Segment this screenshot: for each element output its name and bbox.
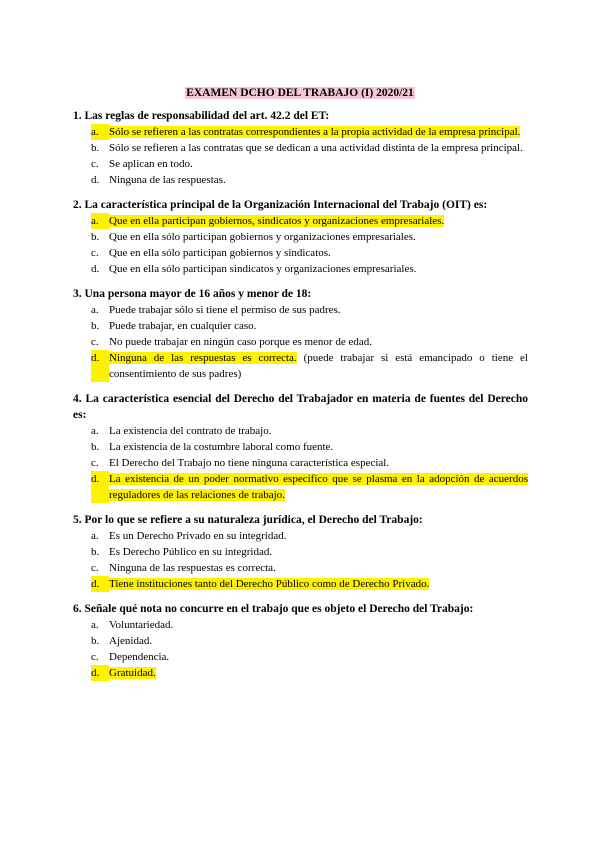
question-text: 3. Una persona mayor de 16 años y menor de 18: <box>73 288 312 300</box>
option-text: Sólo se refieren a las contratas que se dedican a una actividad distinta de la empresa principal. <box>109 142 523 154</box>
option-letter: b. <box>91 231 100 243</box>
question-3 <box>73 286 528 382</box>
option-letter: d. <box>91 576 109 592</box>
option-text: Sólo se refieren a las contratas correspondientes a la propia actividad de la empresa principal. <box>109 126 521 138</box>
option-list <box>73 124 528 188</box>
option-letter: c. <box>91 457 99 469</box>
option-d <box>73 350 528 382</box>
option-b <box>73 229 528 245</box>
option-note: (puede trabajar si está emancipado o tiene el consentimiento de sus padres) <box>109 352 528 380</box>
option-d <box>73 665 528 681</box>
option-letter: b. <box>91 142 100 154</box>
option-text: Gratuidad. <box>109 667 156 679</box>
option-letter: d. <box>91 665 109 681</box>
option-letter: c. <box>91 651 99 663</box>
option-letter: d. <box>91 350 109 382</box>
option-text: La existencia de la costumbre laboral como fuente. <box>109 441 334 453</box>
option-list <box>73 423 528 503</box>
option-a <box>73 528 528 544</box>
option-letter: b. <box>91 441 100 453</box>
option-text: Puede trabajar, en cualquier caso. <box>109 320 257 332</box>
option-text: Que en ella sólo participan sindicatos y organizaciones empresariales. <box>109 263 417 275</box>
option-a <box>73 302 528 318</box>
option-d <box>73 576 528 592</box>
option-text: Ninguna de las respuestas. <box>109 174 226 186</box>
option-letter: a. <box>91 213 109 229</box>
option-text: Que en ella participan gobiernos, sindicatos y organizaciones empresariales. <box>109 215 445 227</box>
option-text: Tiene instituciones tanto del Derecho Público como de Derecho Privado. <box>109 578 430 590</box>
option-b <box>73 633 528 649</box>
option-text: Es Derecho Público en su integridad. <box>109 546 273 558</box>
option-list <box>73 528 528 592</box>
option-letter: c. <box>91 336 99 348</box>
option-letter: a. <box>91 425 99 437</box>
option-letter: b. <box>91 546 100 558</box>
option-letter: a. <box>91 619 99 631</box>
option-text: El Derecho del Trabajo no tiene ninguna característica especial. <box>109 457 390 469</box>
question-text: 1. Las reglas de responsabilidad del art. 42.2 del ET: <box>73 110 330 122</box>
question-list <box>73 108 528 690</box>
option-text: No puede trabajar en ningún caso porque es menor de edad. <box>109 336 372 348</box>
option-letter: c. <box>91 562 99 574</box>
option-text: Que en ella sólo participan gobiernos y organizaciones empresariales. <box>109 231 416 243</box>
question-text: 4. La característica esencial del Derecho del Trabajador en materia de fuentes del Derecho es: <box>73 393 528 421</box>
option-a <box>73 617 528 633</box>
question-text: 5. Por lo que se refiere a su naturaleza jurídica, el Derecho del Trabajo: <box>73 514 423 526</box>
option-d <box>73 471 528 503</box>
option-text: Se aplican en todo. <box>109 158 193 170</box>
question-6 <box>73 601 528 681</box>
option-text: Que en ella sólo participan gobiernos y sindicatos. <box>109 247 331 259</box>
option-letter: a. <box>91 530 99 542</box>
option-text: Dependencia. <box>109 651 170 663</box>
option-letter: d. <box>91 263 100 275</box>
option-a <box>73 124 528 140</box>
option-text: Ajenidad. <box>109 635 153 647</box>
option-c <box>73 334 528 350</box>
question-1 <box>73 108 528 188</box>
option-text: Es un Derecho Privado en su integridad. <box>109 530 287 542</box>
option-letter: b. <box>91 635 100 647</box>
option-text: La existencia del contrato de trabajo. <box>109 425 272 437</box>
option-c <box>73 560 528 576</box>
option-c <box>73 649 528 665</box>
option-b <box>73 140 528 156</box>
option-a <box>73 213 528 229</box>
option-c <box>73 245 528 261</box>
option-letter: b. <box>91 320 100 332</box>
option-a <box>73 423 528 439</box>
option-b <box>73 318 528 334</box>
option-text: La existencia de un poder normativo específico que se plasma en la adopción de acuerdos reguladores de las relaciones de trabajo. <box>109 473 528 501</box>
option-c <box>73 156 528 172</box>
option-letter: c. <box>91 158 99 170</box>
question-2 <box>73 197 528 277</box>
option-b <box>73 544 528 560</box>
option-text: Voluntariedad. <box>109 619 174 631</box>
question-4 <box>73 391 528 503</box>
question-5 <box>73 512 528 592</box>
option-d <box>73 172 528 188</box>
option-letter: c. <box>91 247 99 259</box>
option-c <box>73 455 528 471</box>
option-text: Puede trabajar sólo si tiene el permiso de sus padres. <box>109 304 341 316</box>
option-letter: a. <box>91 124 109 140</box>
question-text: 2. La característica principal de la Organización Internacional del Trabajo (OIT) es: <box>73 199 488 211</box>
option-text: Ninguna de las respuestas es correcta. <box>109 562 276 574</box>
exam-title: EXAMEN DCHO DEL TRABAJO (I) 2020/21 <box>186 87 414 99</box>
option-d <box>73 261 528 277</box>
option-letter: a. <box>91 304 99 316</box>
option-letter: d. <box>91 174 100 186</box>
option-b <box>73 439 528 455</box>
option-list <box>73 617 528 681</box>
option-list <box>73 302 528 382</box>
question-text: 6. Señale qué nota no concurre en el trabajo que es objeto el Derecho del Trabajo: <box>73 603 474 615</box>
option-list <box>73 213 528 277</box>
option-letter: d. <box>91 471 109 503</box>
option-text: Ninguna de las respuestas es correcta. <box>109 352 297 364</box>
